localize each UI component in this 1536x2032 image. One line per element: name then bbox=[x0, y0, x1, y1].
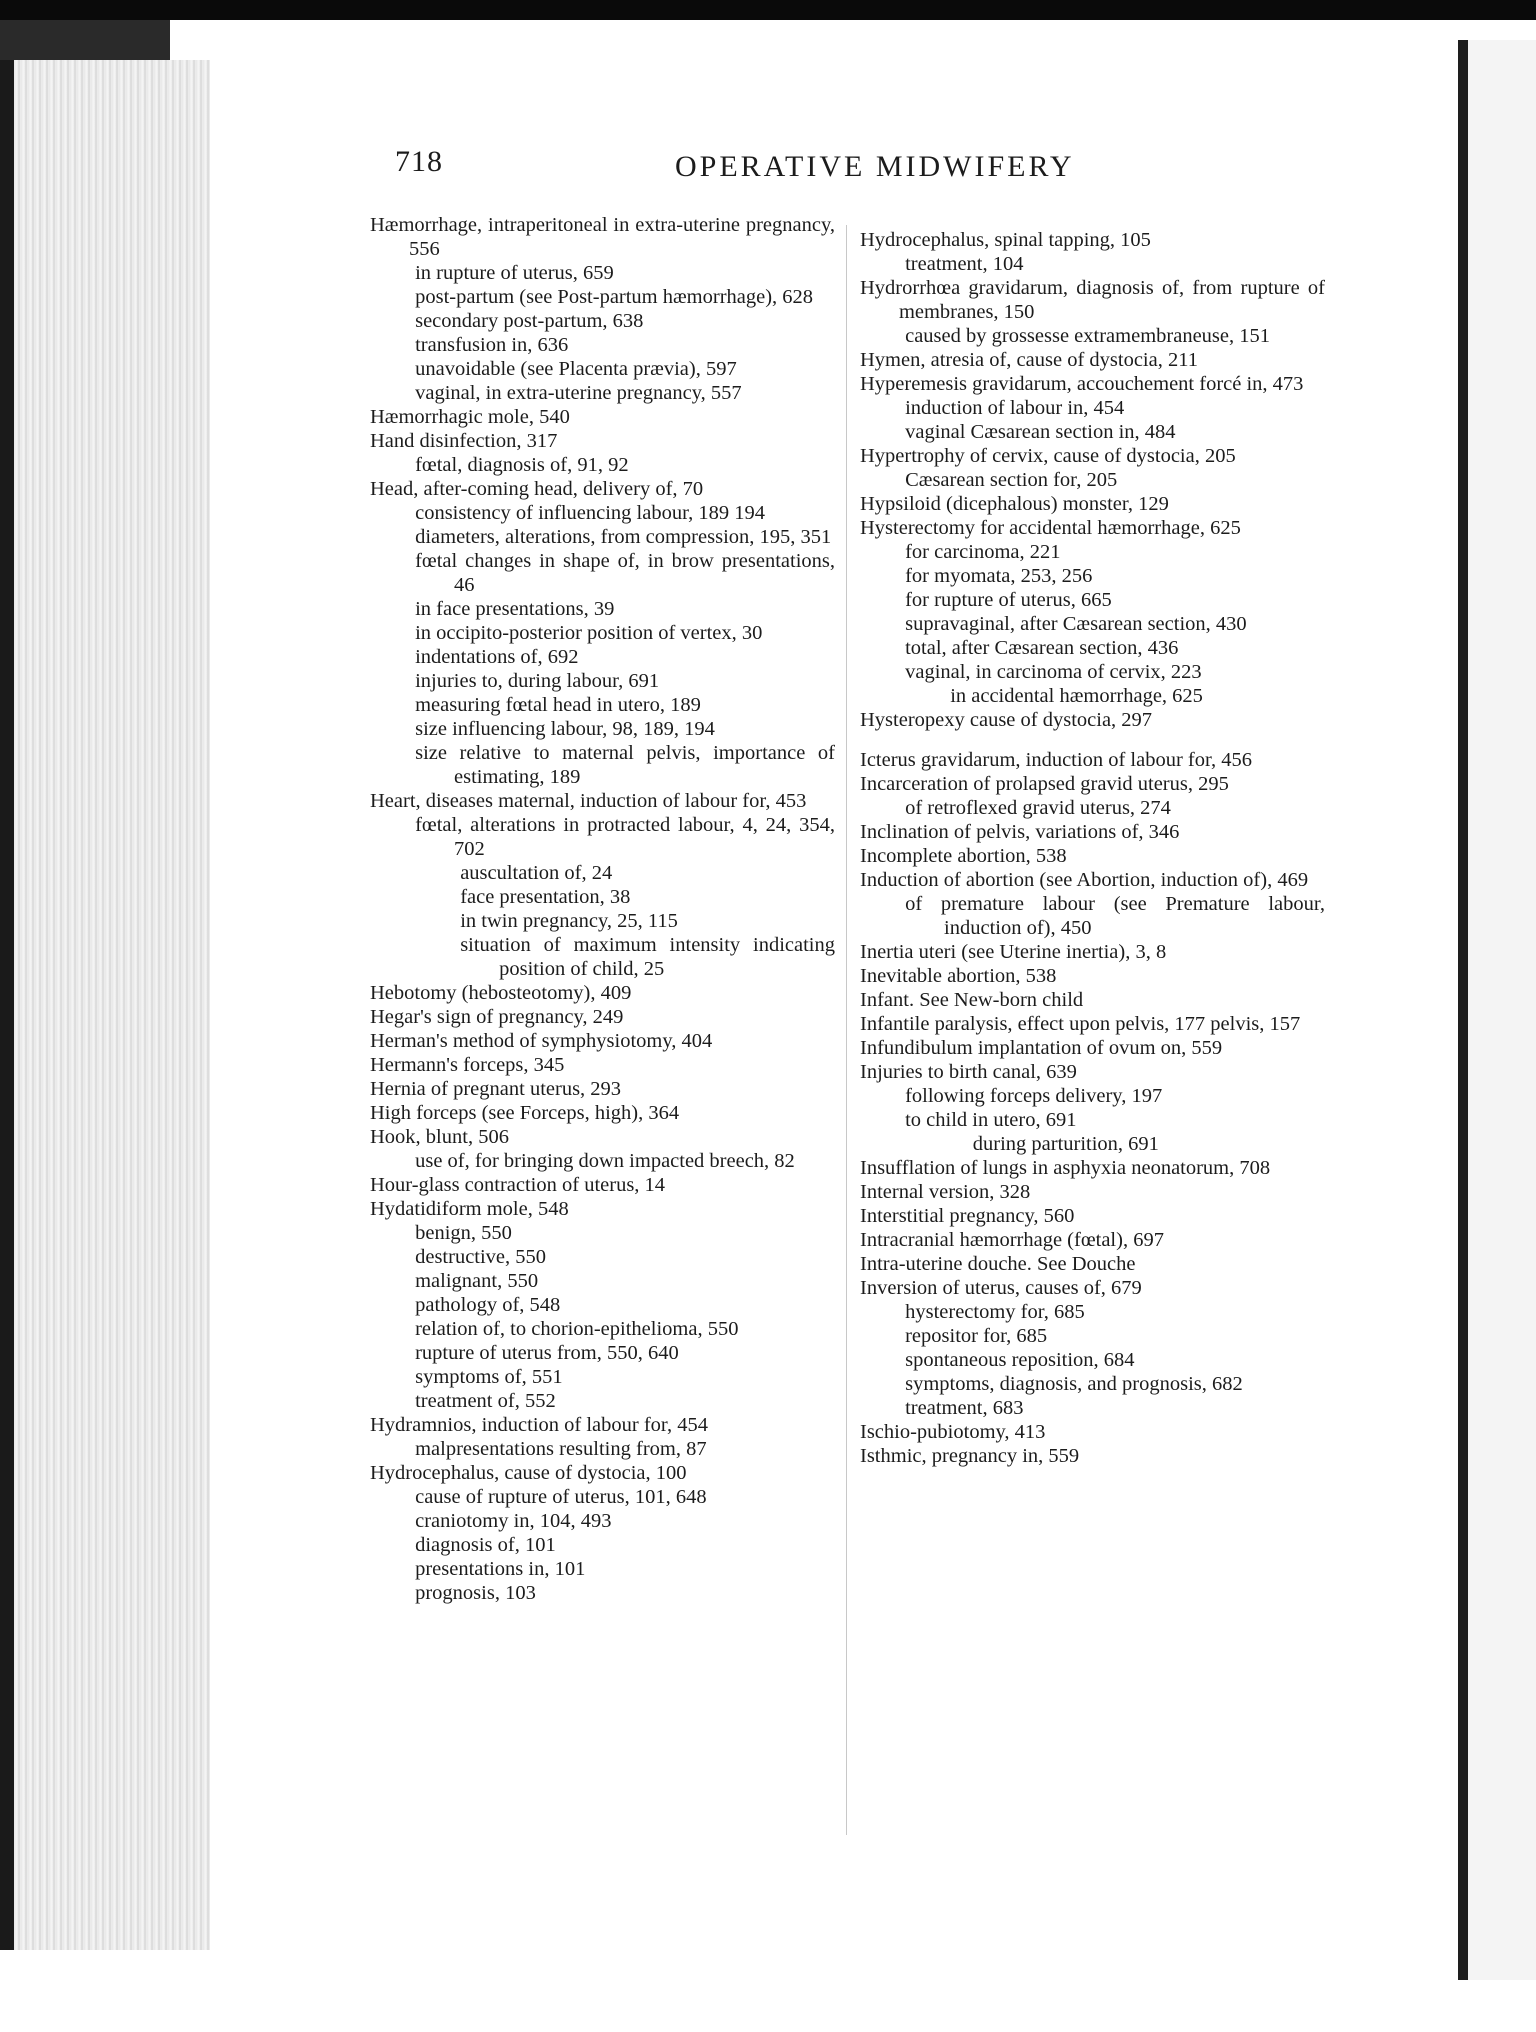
index-subentry: relation of, to chorion-epithelioma, 550 bbox=[415, 1318, 739, 1340]
index-subentry: in accidental hæmorrhage, 625 bbox=[950, 685, 1203, 707]
index-subentry: injuries to, during labour, 691 bbox=[415, 670, 660, 692]
index-entry: Hand disinfection, 317 bbox=[370, 430, 558, 452]
index-subentry: hysterectomy for, 685 bbox=[905, 1301, 1085, 1323]
index-subentry: benign, 550 bbox=[415, 1222, 512, 1244]
index-entry: Hydramnios, induction of labour for, 454 bbox=[370, 1414, 708, 1436]
index-subentry: spontaneous reposition, 684 bbox=[905, 1349, 1135, 1371]
index-subentry: fœtal, diagnosis of, 91, 92 bbox=[415, 454, 629, 476]
index-entry: Hook, blunt, 506 bbox=[370, 1126, 509, 1148]
index-subentry: rupture of uterus from, 550, 640 bbox=[415, 1342, 679, 1364]
index-entry: Hegar's sign of pregnancy, 249 bbox=[370, 1006, 624, 1028]
page-number: 718 bbox=[395, 145, 443, 178]
index-subentry: vaginal Cæsarean section in, 484 bbox=[905, 421, 1176, 443]
index-subentry: in twin pregnancy, 25, 115 bbox=[460, 910, 678, 932]
index-entry: Hæmorrhagic mole, 540 bbox=[370, 406, 570, 428]
index-subentry: secondary post-partum, 638 bbox=[415, 310, 644, 332]
index-subentry: in face presentations, 39 bbox=[415, 598, 615, 620]
index-entry: Hour-glass contraction of uterus, 14 bbox=[370, 1174, 666, 1196]
index-entry: Insufflation of lungs in asphyxia neonatorum, 708 bbox=[860, 1157, 1271, 1179]
index-subentry: indentations of, 692 bbox=[415, 646, 579, 668]
index-entry: Hymen, atresia of, cause of dystocia, 211 bbox=[860, 349, 1198, 371]
index-subentry: during parturition, 691 bbox=[972, 1133, 1159, 1155]
facing-page-edge bbox=[1468, 40, 1536, 1980]
index-subentry: fœtal, alterations in protracted labour, 4, 24, 354, 702 bbox=[415, 814, 835, 860]
index-subentry: of premature labour (see Premature labour, induction of), 450 bbox=[905, 893, 1325, 939]
index-subentry: situation of maximum intensity indicating position of child, 25 bbox=[460, 934, 835, 980]
index-column-right bbox=[860, 228, 1325, 1468]
book-page-edges-left bbox=[0, 60, 210, 1950]
index-entry: Hypsiloid (dicephalous) monster, 129 bbox=[860, 493, 1169, 515]
index-entry: Induction of abortion (see Abortion, induction of), 469 bbox=[860, 869, 1309, 891]
index-entry: Herman's method of symphysiotomy, 404 bbox=[370, 1030, 713, 1052]
index-subentry: use of, for bringing down impacted breech, 82 bbox=[415, 1150, 795, 1172]
index-entry: Hypertrophy of cervix, cause of dystocia, 205 bbox=[860, 445, 1236, 467]
index-entry: Hydrocephalus, spinal tapping, 105 bbox=[860, 229, 1151, 251]
index-entry: Hebotomy (hebosteotomy), 409 bbox=[370, 982, 632, 1004]
index-entry: Hysterectomy for accidental hæmorrhage, 625 bbox=[860, 517, 1241, 539]
index-entry: Hydrocephalus, cause of dystocia, 100 bbox=[370, 1462, 687, 1484]
index-subentry: prognosis, 103 bbox=[415, 1582, 536, 1604]
index-subentry: destructive, 550 bbox=[415, 1246, 547, 1268]
index-entry: Inversion of uterus, causes of, 679 bbox=[860, 1277, 1142, 1299]
index-entry: Hæmorrhage, intraperitoneal in extra-uterine pregnancy, 556 bbox=[370, 214, 835, 260]
index-entry: Intracranial hæmorrhage (fœtal), 697 bbox=[860, 1229, 1164, 1251]
index-entry: Hysteropexy cause of dystocia, 297 bbox=[860, 709, 1153, 731]
index-entry: Inertia uteri (see Uterine inertia), 3, 8 bbox=[860, 941, 1167, 963]
index-subentry: face presentation, 38 bbox=[460, 886, 631, 908]
index-entry: Infantile paralysis, effect upon pelvis, 177 pelvis, 157 bbox=[860, 1013, 1301, 1035]
index-entry: Hydatidiform mole, 548 bbox=[370, 1198, 569, 1220]
index-entry: Icterus gravidarum, induction of labour for, 456 bbox=[860, 749, 1252, 771]
index-entry: Hermann's forceps, 345 bbox=[370, 1054, 565, 1076]
section-gap bbox=[860, 732, 1325, 748]
index-entry: Heart, diseases maternal, induction of labour for, 453 bbox=[370, 790, 807, 812]
index-entry: Interstitial pregnancy, 560 bbox=[860, 1205, 1075, 1227]
index-subentry: symptoms of, 551 bbox=[415, 1366, 563, 1388]
index-subentry: diameters, alterations, from compression, 195, 351 bbox=[415, 526, 832, 548]
index-subentry: treatment of, 552 bbox=[415, 1390, 556, 1412]
index-subentry: Cæsarean section for, 205 bbox=[905, 469, 1118, 491]
index-subentry: malignant, 550 bbox=[415, 1270, 539, 1292]
index-entry: Infundibulum implantation of ovum on, 559 bbox=[860, 1037, 1223, 1059]
index-subentry: consistency of influencing labour, 189 194 bbox=[415, 502, 765, 524]
index-subentry: repositor for, 685 bbox=[905, 1325, 1048, 1347]
index-entry: Infant. See New-born child bbox=[860, 989, 1084, 1011]
index-subentry: symptoms, diagnosis, and prognosis, 682 bbox=[905, 1373, 1243, 1395]
index-subentry: for carcinoma, 221 bbox=[905, 541, 1061, 563]
column-divider bbox=[846, 225, 847, 1835]
index-subentry: in occipito-posterior position of vertex, 30 bbox=[415, 622, 763, 644]
index-subentry: treatment, 683 bbox=[905, 1397, 1024, 1419]
index-subentry: in rupture of uterus, 659 bbox=[415, 262, 614, 284]
index-subentry: for myomata, 253, 256 bbox=[905, 565, 1093, 587]
index-subentry: supravaginal, after Cæsarean section, 430 bbox=[905, 613, 1247, 635]
scan-top-band bbox=[0, 0, 1536, 20]
index-subentry: transfusion in, 636 bbox=[415, 334, 569, 356]
index-subentry: vaginal, in carcinoma of cervix, 223 bbox=[905, 661, 1202, 683]
index-subentry: pathology of, 548 bbox=[415, 1294, 561, 1316]
index-entry: Intra-uterine douche. See Douche bbox=[860, 1253, 1136, 1275]
index-entry: Hernia of pregnant uterus, 293 bbox=[370, 1078, 622, 1100]
index-entry: Inevitable abortion, 538 bbox=[860, 965, 1057, 987]
index-subentry: fœtal changes in shape of, in brow presentations, 46 bbox=[415, 550, 835, 596]
index-entry: Incomplete abortion, 538 bbox=[860, 845, 1067, 867]
index-entry: High forceps (see Forceps, high), 364 bbox=[370, 1102, 680, 1124]
index-subentry: size relative to maternal pelvis, importance of estimating, 189 bbox=[415, 742, 835, 788]
index-subentry: vaginal, in extra-uterine pregnancy, 557 bbox=[415, 382, 742, 404]
running-head-title: OPERATIVE MIDWIFERY bbox=[675, 150, 1075, 183]
index-entry: Isthmic, pregnancy in, 559 bbox=[860, 1445, 1080, 1467]
index-subentry: size influencing labour, 98, 189, 194 bbox=[415, 718, 715, 740]
index-entry: Internal version, 328 bbox=[860, 1181, 1031, 1203]
index-subentry: post-partum (see Post-partum hæmorrhage), 628 bbox=[415, 286, 814, 308]
index-subentry: of retroflexed gravid uterus, 274 bbox=[905, 797, 1171, 819]
index-subentry: caused by grossesse extramembraneuse, 151 bbox=[905, 325, 1270, 347]
index-column-left bbox=[370, 213, 835, 1605]
index-entry: Ischio-pubiotomy, 413 bbox=[860, 1421, 1046, 1443]
index-entry: Hyperemesis gravidarum, accouchement forcé in, 473 bbox=[860, 373, 1304, 395]
index-subentry: measuring fœtal head in utero, 189 bbox=[415, 694, 701, 716]
index-entry: Inclination of pelvis, variations of, 346 bbox=[860, 821, 1180, 843]
index-subentry: total, after Cæsarean section, 436 bbox=[905, 637, 1179, 659]
index-subentry: unavoidable (see Placenta prævia), 597 bbox=[415, 358, 737, 380]
index-subentry: craniotomy in, 104, 493 bbox=[415, 1510, 612, 1532]
index-entry: Injuries to birth canal, 639 bbox=[860, 1061, 1077, 1083]
index-subentry: auscultation of, 24 bbox=[460, 862, 613, 884]
index-subentry: diagnosis of, 101 bbox=[415, 1534, 556, 1556]
index-subentry: to child in utero, 691 bbox=[905, 1109, 1077, 1131]
index-subentry: presentations in, 101 bbox=[415, 1558, 586, 1580]
index-subentry: treatment, 104 bbox=[905, 253, 1024, 275]
index-entry: Hydrorrhœa gravidarum, diagnosis of, from rupture of membranes, 150 bbox=[860, 277, 1325, 323]
index-subentry: malpresentations resulting from, 87 bbox=[415, 1438, 707, 1460]
index-entry: Head, after-coming head, delivery of, 70 bbox=[370, 478, 704, 500]
index-entry: Incarceration of prolapsed gravid uterus, 295 bbox=[860, 773, 1229, 795]
index-subentry: induction of labour in, 454 bbox=[905, 397, 1125, 419]
index-subentry: cause of rupture of uterus, 101, 648 bbox=[415, 1486, 707, 1508]
index-subentry: for rupture of uterus, 665 bbox=[905, 589, 1112, 611]
book-gutter-right bbox=[1458, 40, 1468, 1980]
index-subentry: following forceps delivery, 197 bbox=[905, 1085, 1163, 1107]
